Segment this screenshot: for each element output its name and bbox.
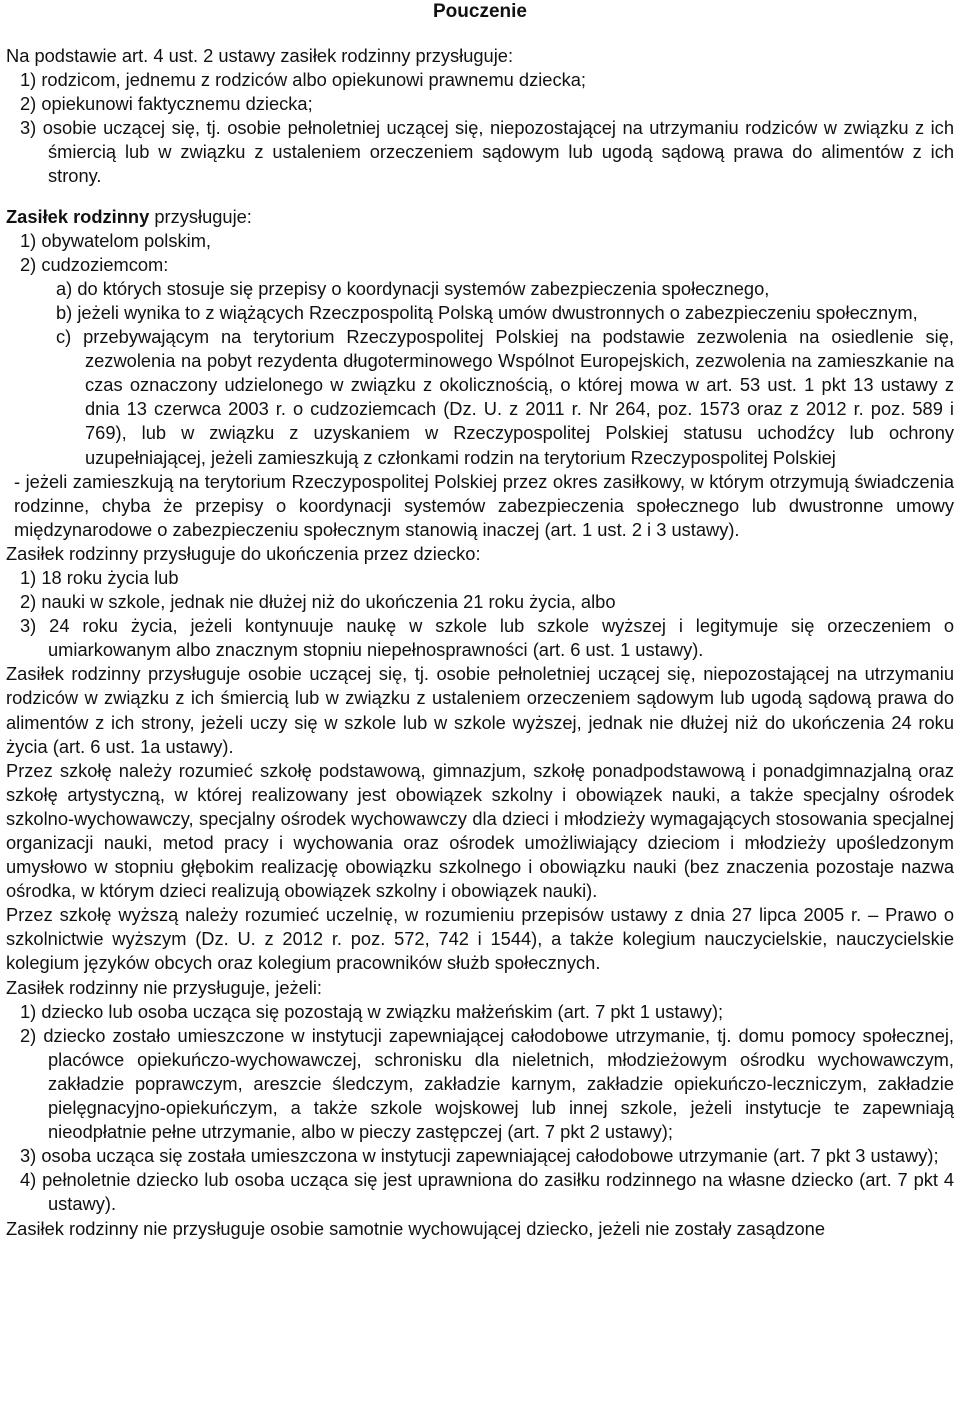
school-definition-paragraph: Przez szkołę należy rozumieć szkołę podstawową, gimnazjum, szkołę ponadpodstawową i ponadgimnazjalną oraz szkołę artystyczną, w której realizowany jest obowiązek szkolny i obowiązek nauki, a także specjalny ośrodek szkolno-wychowawczy, specjalny ośrodek wychowawczy dla dzieci i młodzieży wymagających stosowania specjalnej organizacji nauki, metod pracy i wychowania oraz ośrodek umożliwiający dzieciom i młodzieży upośledzonym umysłowo w stopniu głębokim realizację obowiązku szkolnego i obowiązku nauki (bez znaczenia pozostaje nazwa ośrodka, w którym dzieci realizują obowiązek szkolny i obowiązek nauki). [6, 759, 954, 902]
list-item: 2) dziecko zostało umieszczone w instytucji zapewniającej całodobowe utrzymanie, tj. domu pomocy społecznej, placówce opiekuńczo-wychowawczej, schronisku dla nieletnich, młodzieżowym ośrodku wychowawczym, zakładzie poprawczym, areszcie śledczym, zakładzie karnym, zakładzie opiekuńczo-leczniczym, zakładzie pielęgnacyjno-opiekuńczym, a także szkole wojskowej lub innej szkole, jeżeli instytucje te zapewniają nieodpłatnie pełne utrzymanie, albo w pieczy zastępczej (art. 7 pkt 2 ustawy); [20, 1024, 954, 1143]
list-item: 3) osoba ucząca się została umieszczona w instytucji zapewniającej całodobowe utrzymanie (art. 7 pkt 3 ustawy); [20, 1145, 939, 1167]
list-item: 3) 24 roku życia, jeżeli kontynuuje naukę w szkole lub szkole wyższej i legitymuje się orzeczeniem o umiarkowanym albo znacznym stopniu niepełnosprawności (art. 6 ust. 1 ustawy). [20, 615, 954, 661]
list-item: 1) rodzicom, jednemu z rodziców albo opiekunowi prawnemu dziecka; [20, 69, 586, 91]
section2-lead-bold: Zasiłek rodzinny [6, 205, 150, 227]
list-item: 4) pełnoletnie dziecko lub osoba ucząca się jest uprawniona do zasiłku rodzinnego na własne dziecko (art. 7 pkt 4 ustawy). [20, 1169, 954, 1215]
section3-lead: Zasiłek rodzinny przysługuje do ukończenia przez dziecko: [6, 542, 481, 564]
section2-lead [6, 205, 954, 229]
sub-list-item: c) przebywającym na terytorium Rzeczypospolitej Polskiej na podstawie zezwolenia na osiedlenie się, zezwolenia na pobyt rezydenta długoterminowego Wspólnot Europejskich, zezwolenia na zamieszkanie na czas oznaczony udzielonego w związku z okolicznością, o której mowa w art. 53 ust. 1 pkt 13 ustawy z dnia 13 czerwca 2003 r. o cudzoziemcach (Dz. U. z 2011 r. Nr 264, poz. 1573 oraz z 2012 r. poz. 589 i 769), lub w związku z uzyskaniem w Rzeczypospolitej Polskiej statusu uchodźcy lub ochrony uzupełniającej, jeżeli zamieszkują z członkami rodzin na terytorium Rzeczypospolitej Polskiej [56, 326, 954, 468]
higher-school-definition-paragraph: Przez szkołę wyższą należy rozumieć uczelnię, w rozumieniu przepisów ustawy z dnia 27 lipca 2005 r. – Prawo o szkolnictwie wyższym (Dz. U. z 2012 r. poz. 572, 742 i 1544), a także kolegium nauczycielskie, nauczycielskie kolegium języków obcych oraz kolegium pracowników służb społecznych. [6, 904, 954, 974]
sub-list-item: a) do których stosuje się przepisy o koordynacji systemów zabezpieczenia społecznego, [56, 277, 770, 299]
student-paragraph: Zasiłek rodzinny przysługuje osobie uczącej się, tj. osobie pełnoletniej uczącej się, niepozostającej na utrzymaniu rodziców w związku z ich śmiercią lub w związku z ustaleniem orzeczeniem sądowym lub ugodą sądową prawa do alimentów z ich strony, jeżeli uczy się w szkole lub w szkole wyższej, jednak nie dłużej niż do ukończenia 24 roku życia (art. 6 ust. 1a ustawy). [6, 663, 954, 757]
last-line: Zasiłek rodzinny nie przysługuje osobie samotnie wychowującej dziecko, jeżeli nie zostały zasądzone [6, 1217, 826, 1239]
condition-paragraph: - jeżeli zamieszkują na terytorium Rzeczypospolitej Polskiej przez okres zasiłkowy, w którym otrzymują świadczenia rodzinne, chyba że przepisy o koordynacji systemów zabezpieczenia społecznego lub dwustronne umowy międzynarodowe o zabezpieczeniu społecznym stanowią inaczej (art. 1 ust. 2 i 3 ustawy). [14, 470, 954, 540]
section2-lead-rest: przysługuje: [149, 205, 252, 227]
list-item: 2) opiekunowi faktycznemu dziecka; [20, 93, 313, 115]
list-item: 1) obywatelom polskim, [20, 229, 212, 251]
sub-list-item: b) jeżeli wynika to z wiążących Rzeczpospolitą Polską umów dwustronnych o zabezpieczeniu społecznym, [56, 301, 918, 323]
intro-lead: Na podstawie art. 4 ust. 2 ustawy zasiłek rodzinny przysługuje: [6, 45, 514, 66]
list-item: 2) cudzoziemcom: [20, 253, 169, 275]
section4-lead: Zasiłek rodzinny nie przysługuje, jeżeli: [6, 976, 323, 998]
page-title: Pouczenie [433, 1, 527, 22]
list-item: 2) nauki w szkole, jednak nie dłużej niż do ukończenia 21 roku życia, albo [20, 591, 616, 613]
list-item: 3) osobie uczącej się, tj. osobie pełnoletniej uczącej się, niepozostającej na utrzymaniu rodziców w związku z ich śmiercią lub w związku z ustaleniem orzeczeniem sądowym lub ugodą sądową prawa do alimentów z ich strony. [20, 117, 954, 187]
list-item: 1) 18 roku życia lub [20, 566, 179, 588]
list-item: 1) dziecko lub osoba ucząca się pozostają w związku małżeńskim (art. 7 pkt 1 ustawy); [20, 1000, 724, 1022]
